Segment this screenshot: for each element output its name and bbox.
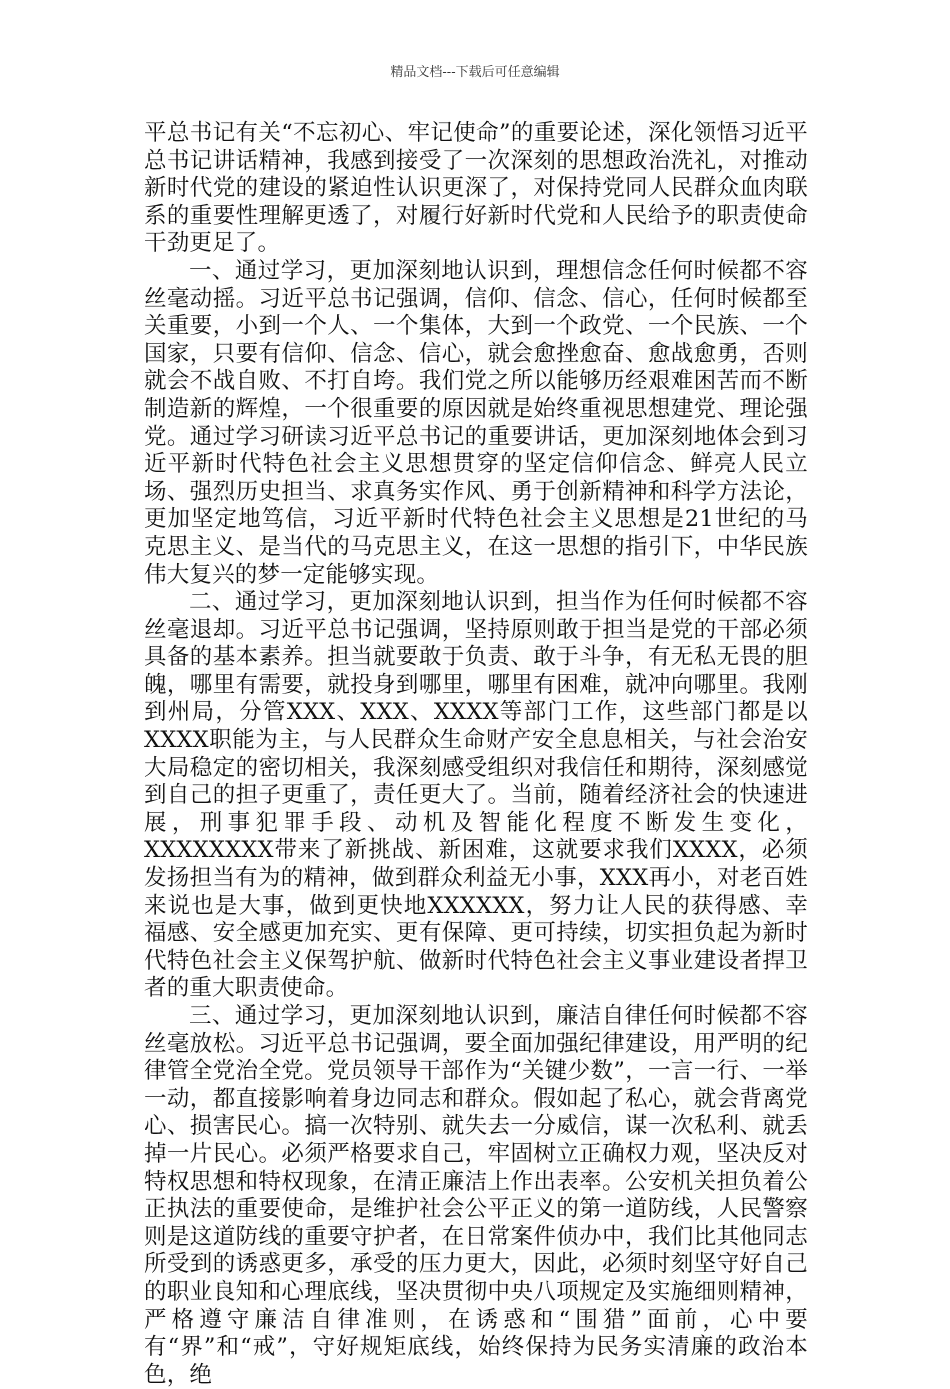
paragraph-continuation: 平总书记有关“不忘初心、牢记使命”的重要论述，深化领悟习近平总书记讲话精神，我感到接受了一次深刻的思想政治洗礼，对推动新时代党的建设的紧迫性认识更深了，对保持党同人民群众血肉联系的重要性理解更透了，对履行好新时代党和人民给予的职责使命干劲更足了。 bbox=[144, 120, 808, 257]
paragraph-section-three: 三、通过学习，更加深刻地认识到，廉洁自律任何时候都不容丝毫放松。习近平总书记强调，要全面加强纪律建设，用严明的纪律管全党治全党。党员领导干部作为“关键少数”，一言一行、一举一动，都直接影响着身边同志和群众。假如起了私心，就会背离党心、损害民心。搞一次特别、就失去一分威信，谋一次私利、就丢掉一片民心。必须严格要求自己，牢固树立正确权力观，坚决反对特权思想和特权现象，在清正廉洁上作出表率。公安机关担负着公正执法的重要使命，是维护社会公平正义的第一道防线，人民警察则是这道防线的重要守护者，在日常案件侦办中，我们比其他同志所受到的诱惑更多，承受的压力更大，因此，必须时刻坚守好自己的职业良知和心理底线，坚决贯彻中央八项规定及实施细则精神，严格遵守廉洁自律准则，在诱惑和“围猎”面前，心中要有“界”和“戒”，守好规矩底线，始终保持为民务实清廉的政治本色，绝 bbox=[144, 1003, 808, 1388]
page-header: 精品文档---下载后可任意编辑 bbox=[390, 65, 560, 80]
paragraph-section-one: 一、通过学习，更加深刻地认识到，理想信念任何时候都不容丝毫动摇。习近平总书记强调，信仰、信念、信心，任何时候都至关重要，小到一个人、一个集体，大到一个政党、一个民族、一个国家，只要有信仰、信念、信心，就会愈挫愈奋、愈战愈勇，否则就会不战自败、不打自垮。我们党之所以能够历经艰难困苦而不断制造新的辉煌，一个很重要的原因就是始终重视思想建党、理论强党。通过学习研读习近平总书记的重要讲话，更加深刻地体会到习近平新时代特色社会主义思想贯穿的坚定信仰信念、鲜亮人民立场、强烈历史担当、求真务实作风、勇于创新精神和科学方法论，更加坚定地笃信，习近平新时代特色社会主义思想是21世纪的马克思主义、是当代的马克思主义，在这一思想的指引下，中华民族伟大复兴的梦一定能够实现。 bbox=[144, 257, 808, 588]
document-body bbox=[144, 120, 808, 1389]
paragraph-section-two: 二、通过学习，更加深刻地认识到，担当作为任何时候都不容丝毫退却。习近平总书记强调，坚持原则敢于担当是党的干部必须具备的基本素养。担当就要敢于负责、敢于斗争，有无私无畏的胆魄，哪里有需要，就投身到哪里，哪里有困难，就冲向哪里。我刚到州局，分管XXX、XXX、XXXX等部门工作，这些部门都是以XXXX职能为主，与人民群众生命财产安全息息相关，与社会治安大局稳定的密切相关，我深刻感受组织对我信任和期待，深刻感觉到自己的担子更重了，责任更大了。当前，随着经济社会的快速进展，刑事犯罪手段、动机及智能化程度不断发生变化，XXXXXXXX带来了新挑战、新困难，这就要求我们XXXX，必须发扬担当有为的精神，做到群众利益无小事，XXX再小，对老百姓来说也是大事，做到更快地XXXXXX，努力让人民的获得感、幸福感、安全感更加充实、更有保障、更可持续，切实担负起为新时代特色社会主义保驾护航、做新时代特色社会主义事业建设者捍卫者的重大职责使命。 bbox=[144, 589, 808, 1002]
